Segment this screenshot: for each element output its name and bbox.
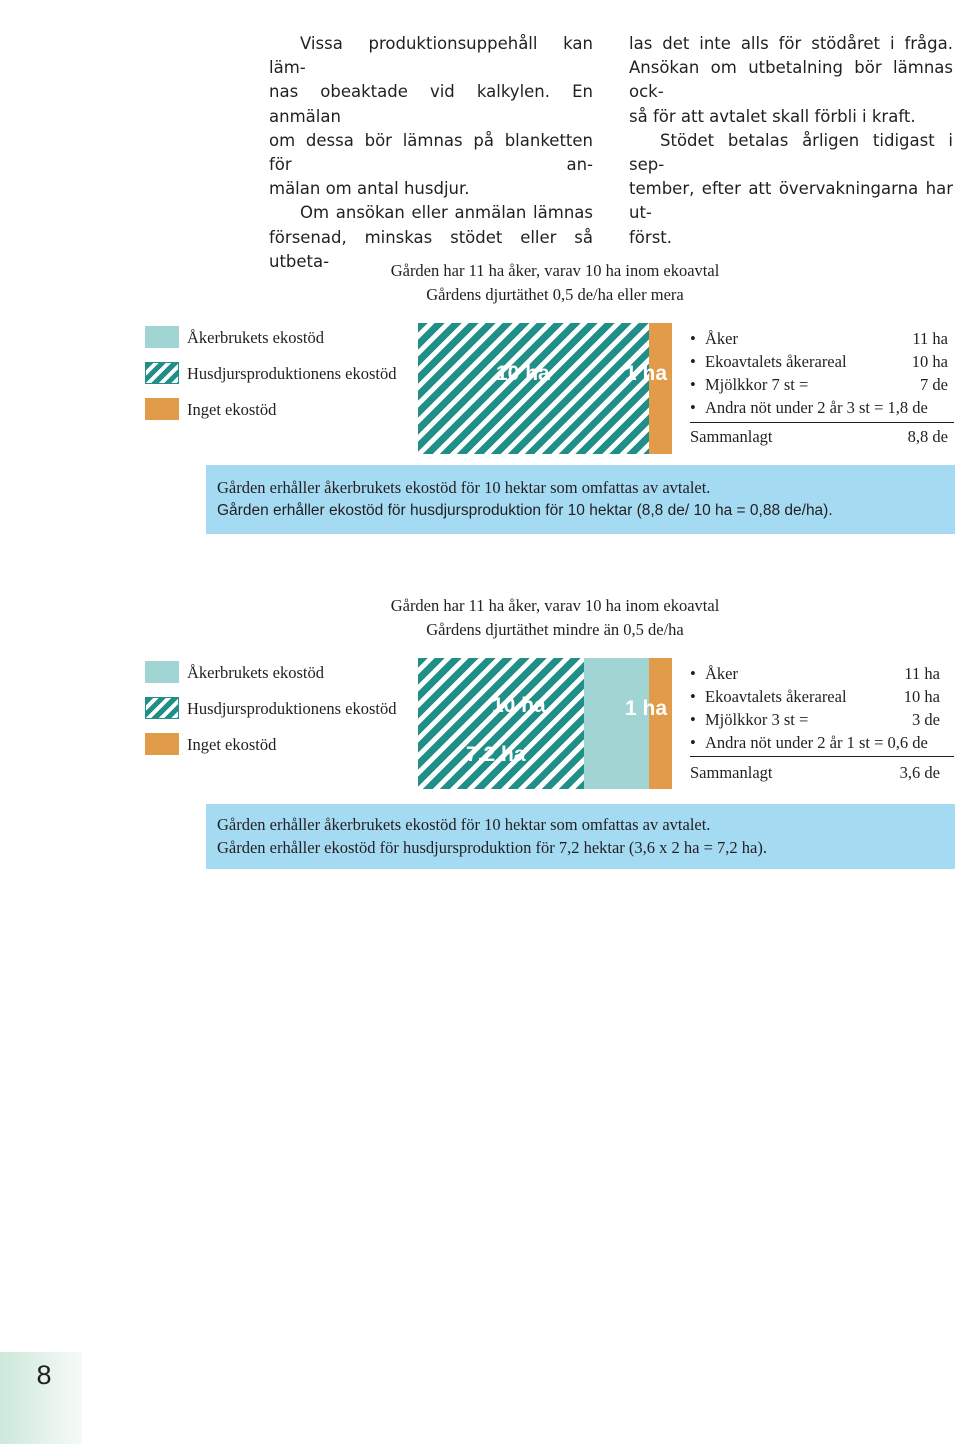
text-line: Ansökan om utbetalning bör lämnas ock- bbox=[629, 58, 953, 102]
hatched-area-bar bbox=[418, 658, 584, 789]
example-1-title-line-1: Gården har 11 ha åker, varav 10 ha inom ekoavtal bbox=[390, 261, 720, 280]
hatched-bar-label: 10 ha bbox=[496, 362, 550, 385]
text-line: Om ansökan eller anmälan lämnas bbox=[300, 203, 593, 223]
hatched-bar-label: 7,2 ha bbox=[466, 743, 526, 766]
info-line-1: Gården erhåller åkerbrukets ekostöd för 10 hektar som omfattas av avtalet. bbox=[217, 478, 711, 497]
text-line: först. bbox=[629, 227, 672, 247]
calc-total bbox=[690, 761, 950, 784]
text-line: tember, efter att övervakningarna har ut- bbox=[629, 179, 953, 223]
calc-row bbox=[690, 662, 950, 685]
calc-label: Åker bbox=[705, 664, 738, 683]
text-line: försenad, minskas stödet eller så utbeta- bbox=[269, 227, 593, 271]
total-label: Sammanlagt bbox=[690, 763, 773, 782]
calc-row bbox=[690, 373, 950, 396]
calc-total bbox=[690, 425, 950, 448]
orange-swatch bbox=[145, 733, 179, 755]
text-line: Vissa produktionsuppehåll kan läm- bbox=[269, 34, 593, 78]
text-line: las det inte alls för stödåret i fråga. bbox=[629, 34, 953, 53]
info-box bbox=[206, 465, 955, 534]
calc-value: 7 de bbox=[920, 375, 948, 394]
example-1-title-line-2: Gårdens djurtäthet 0,5 de/ha eller mera bbox=[426, 285, 684, 304]
sum-rule bbox=[690, 756, 954, 757]
hatched-swatch bbox=[145, 362, 179, 384]
calc-label: Åker bbox=[705, 329, 738, 348]
legend-label: Husdjursproduktionens ekostöd bbox=[187, 699, 397, 718]
page-number: 8 bbox=[36, 1360, 52, 1390]
intro-right-paragraph-2 bbox=[629, 129, 953, 250]
no-support-area-bar bbox=[649, 323, 672, 454]
info-box bbox=[206, 804, 955, 869]
hatched-swatch bbox=[145, 697, 179, 719]
calc-label: Ekoavtalets åkerareal bbox=[705, 352, 847, 371]
teal-swatch bbox=[145, 661, 179, 683]
calc-label: Mjölkkor 7 st = bbox=[705, 375, 809, 394]
calc-row bbox=[690, 327, 950, 350]
hatched-area-bar bbox=[418, 323, 649, 454]
calc-row bbox=[690, 350, 950, 373]
info-line-2: Gården erhåller ekostöd för husdjursproduktion för 7,2 hektar (3,6 x 2 ha = 7,2 ha). bbox=[217, 838, 767, 857]
text-line: Stödet betalas årligen tidigast i sep- bbox=[629, 130, 953, 175]
bullet-icon: • bbox=[690, 710, 696, 729]
info-line-2: Gården erhåller ekostöd för husdjursproduktion för 10 hektar (8,8 de/ 10 ha = 0,88 de/ha). bbox=[217, 502, 833, 519]
calc-row bbox=[690, 396, 950, 419]
legend-label: Inget ekostöd bbox=[187, 735, 277, 754]
teal-swatch bbox=[145, 326, 179, 348]
intro-left-paragraph-1 bbox=[269, 32, 593, 201]
calc-label: Andra nöt under 2 år 1 st = 0,6 de bbox=[705, 733, 928, 752]
legend-label: Åkerbrukets ekostöd bbox=[187, 663, 325, 682]
info-line-1: Gården erhåller åkerbrukets ekostöd för 10 hektar som omfattas av avtalet. bbox=[217, 815, 711, 834]
no-support-area-bar bbox=[649, 658, 672, 789]
example-2-title-line-1: Gården har 11 ha åker, varav 10 ha inom ekoavtal bbox=[390, 596, 720, 615]
text-line: nas obeaktade vid kalkylen. En anmälan bbox=[269, 82, 593, 126]
bullet-icon: • bbox=[690, 375, 696, 394]
orange-bar-label: 1 ha bbox=[625, 362, 668, 385]
bullet-icon: • bbox=[690, 733, 696, 752]
calc-label: Ekoavtalets åkerareal bbox=[705, 687, 847, 706]
bullet-icon: • bbox=[690, 398, 696, 417]
orange-swatch bbox=[145, 398, 179, 420]
orange-bar-label: 1 ha bbox=[625, 697, 668, 720]
calc-value: 11 ha bbox=[904, 664, 940, 683]
bullet-icon: • bbox=[690, 352, 696, 371]
example-2-title-line-2: Gårdens djurtäthet mindre än 0,5 de/ha bbox=[426, 620, 684, 639]
calc-label: Andra nöt under 2 år 3 st = 1,8 de bbox=[705, 398, 928, 417]
text-line: så för att avtalet skall förbli i kraft. bbox=[629, 106, 916, 126]
bullet-icon: • bbox=[690, 664, 696, 683]
text-line: om dessa bör lämnas på blanketten för an- bbox=[269, 130, 593, 175]
sum-rule bbox=[690, 422, 954, 423]
calc-value: 10 ha bbox=[911, 352, 948, 371]
calc-value: 10 ha bbox=[903, 687, 940, 706]
calc-value: 11 ha bbox=[912, 329, 948, 348]
calc-row bbox=[690, 685, 950, 708]
legend-label: Inget ekostöd bbox=[187, 400, 277, 419]
legend-label: Husdjursproduktionens ekostöd bbox=[187, 364, 397, 383]
total-label: Sammanlagt bbox=[690, 427, 773, 446]
calc-row bbox=[690, 731, 950, 754]
text-line: mälan om antal husdjur. bbox=[269, 179, 470, 199]
calc-label: Mjölkkor 3 st = bbox=[705, 710, 809, 729]
calc-value: 3 de bbox=[912, 710, 940, 729]
total-value: 8,8 de bbox=[907, 427, 948, 446]
legend-label: Åkerbrukets ekostöd bbox=[187, 328, 325, 347]
total-value: 3,6 de bbox=[899, 763, 940, 782]
intro-left-column bbox=[269, 32, 593, 274]
bullet-icon: • bbox=[690, 687, 696, 706]
intro-right-column bbox=[629, 32, 953, 250]
eco-area-bar-label: 10 ha bbox=[492, 694, 546, 717]
calc-row bbox=[690, 708, 950, 731]
intro-right-paragraph-1 bbox=[629, 32, 953, 129]
bullet-icon: • bbox=[690, 329, 696, 348]
teal-area-bar bbox=[584, 658, 649, 789]
